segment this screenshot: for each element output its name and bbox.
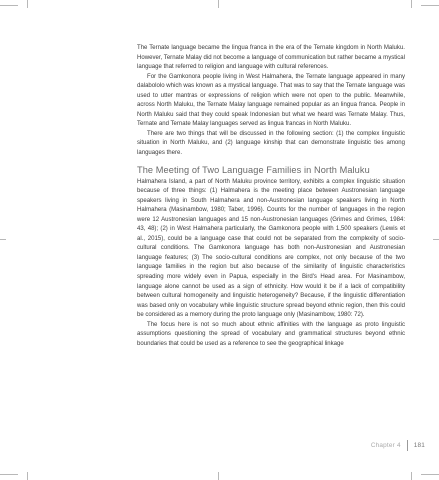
- crop-mark-top-left: [0, 5, 18, 6]
- crop-mark-top-right: [421, 5, 439, 6]
- section-heading: The Meeting of Two Language Families in North Maluku: [137, 164, 370, 175]
- paragraph-intro-2: For the Gamkonora people living in West Halmahera, the Ternate language appeared in many dalabololo which was known as a mystical language. That was to say that the Ternate language was used to utter mantras or expressions of religion which were not open to the public. Meanwhile, across North Maluku, the Ternate Malay language remained popular as an lingua franca. People in North Maluku said that they could speak Indonesian but what we heard was Ternate Malay. Thus, Ternate and Ternate Malay languages served as lingua francas in North Maluku.: [137, 73, 405, 128]
- paragraph-section-2: The focus here is not so much about ethnic affinities with the language as proto linguistic assumptions questioning the spread of vocabulary and grammatical structures beyond ethnic boundaries that could be used as a reference to see the geographical linkage: [137, 321, 405, 347]
- crop-mark-bottom-center: [218, 472, 219, 480]
- crop-mark-right-middle: [433, 239, 439, 240]
- crop-mark-top-right-vertical: [411, 0, 412, 8]
- crop-mark-top-left-vertical: [27, 0, 28, 8]
- crop-mark-left-middle: [0, 239, 6, 240]
- crop-mark-bottom-right-vertical: [411, 472, 412, 480]
- crop-mark-bottom-left: [0, 474, 18, 475]
- paragraph-section-1: Halmahera Island, a part of North Maluku province territory, exhibits a complex linguistic situation because of three things: (1) Halmahera is the meeting place between Austronesian language speakers living in South Halmahera and non-Austronesian language speakers living in North Halmahera (Masinambow, 1980; Taber, 1996). Counts for the number of languages in the region were 12 Austronesian languages and 15 non-Austronesian languages (Grimes and Grimes, 1984: 43, 48); (2) in West Halmahera particularly, the Gamkonora people with 1,500 speakers (Lewis et al., 2015), could be a language case that could not be separated from the complexity of socio-cultural conditions. The Gamkonora language has both non-Austronesian and Austronesian language features; (3) The socio-cultural conditions are complex, not only because of the two language families in the region but also because of the similarity of linguistic characteristics spreading more widely even in Papua, especially in the Bird's Head area. For Masinambow, language alone cannot be used as a sign of ethnicity. How would it be if a lack of compatibility between cultural homogeneity and linguistic heterogeneity? Because, if the linguistic differentiation was based only on vocabulary while linguistic structure spread beyond ethnic region, then this could be considered as a memory during the proto language only (Masinambow, 1980: 72).: [137, 178, 405, 319]
- crop-mark-top-center: [218, 0, 219, 8]
- page-footer: [371, 439, 425, 451]
- paragraph-intro-3: There are two things that will be discussed in the following section: (1) the complex linguistic situation in North Maluku, and (2) language kinship that can demonstrate linguistic ties among languages there.: [137, 130, 405, 157]
- footer-divider: [407, 440, 408, 451]
- crop-mark-bottom-left-vertical: [27, 472, 28, 480]
- crop-mark-bottom-right: [421, 474, 439, 475]
- body-text: [137, 44, 405, 349]
- page-number: 181: [413, 441, 425, 449]
- chapter-label: Chapter 4: [370, 441, 401, 449]
- paragraph-intro-1: The Ternate language became the lingua franca in the era of the Ternate kingdom in North Maluku. However, Ternate Malay did not become a language of communication but rather became a mystical language that referred to religion and language with cultural references.: [137, 45, 405, 71]
